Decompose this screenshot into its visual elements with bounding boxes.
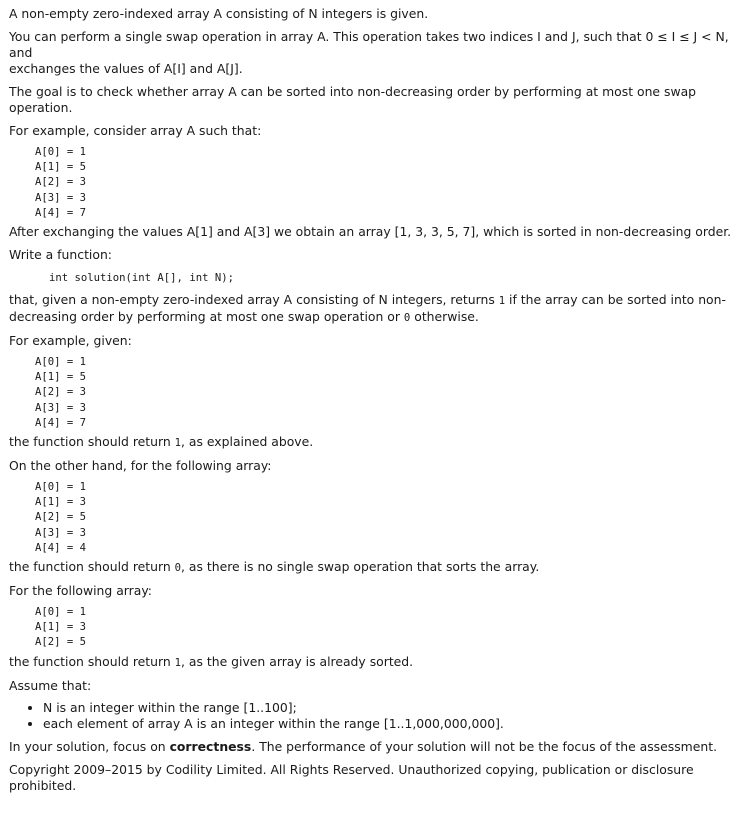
desc-text: if the array can be sorted into non- xyxy=(505,292,726,308)
after-text: the function should return xyxy=(9,653,175,669)
focus-bold: correctness xyxy=(169,738,252,754)
focus-part: . The performance of your solution will not be the focus of the assessment. xyxy=(251,738,718,754)
example3-array xyxy=(35,480,746,556)
code-line: A[2] = 3 xyxy=(35,386,87,399)
list-item: • N is an integer within the range [1..100]; xyxy=(43,700,746,716)
code-line: A[4] = 4 xyxy=(35,541,87,554)
example3-after xyxy=(9,559,746,576)
code-line: A[3] = 3 xyxy=(35,401,87,414)
code-line: A[0] = 1 xyxy=(35,481,87,494)
example1-after: After exchanging the values A[1] and A[3] we obtain an array [1, 3, 3, 5, 7], which is sorted in non-decreasing order. xyxy=(9,224,732,240)
code-line: A[1] = 3 xyxy=(35,496,87,509)
example4-lead: For the following array: xyxy=(9,583,152,599)
after-text: the function should return xyxy=(9,559,175,575)
code-line: A[4] = 7 xyxy=(35,416,87,429)
return-value: 1 xyxy=(174,437,182,450)
list-item: • each element of array A is an integer within the range [1..1,000,000,000]. xyxy=(43,716,746,732)
example2-after xyxy=(9,434,746,451)
assumptions-list xyxy=(9,700,746,732)
code-line: A[2] = 3 xyxy=(35,176,87,189)
after-text: , as there is no single swap operation that sorts the array. xyxy=(181,559,540,575)
intro-text: A non-empty zero-indexed array A consisting of N integers is given. xyxy=(9,6,429,21)
code-line: A[1] = 5 xyxy=(35,161,87,174)
return-value: 1 xyxy=(174,656,182,669)
code-line: A[0] = 1 xyxy=(35,356,87,369)
after-text: , as explained above. xyxy=(181,434,314,450)
code-line: A[0] = 1 xyxy=(35,146,87,158)
code-line: A[4] = 7 xyxy=(35,206,87,219)
code-line: A[1] = 5 xyxy=(35,371,87,384)
example4-array xyxy=(35,605,746,651)
return-value: 0 xyxy=(174,562,182,575)
swap-description xyxy=(9,29,746,77)
example2-array xyxy=(35,355,746,431)
goal-text: The goal is to check whether array A can be sorted into non-decreasing order by performing at most one swap operation. xyxy=(9,84,697,115)
example1-lead: For example, consider array A such that: xyxy=(9,123,262,138)
swap-description-line2: exchanges the values of A[I] and A[J]. xyxy=(9,61,243,76)
code-line: A[3] = 3 xyxy=(35,526,87,539)
code-line: A[2] = 5 xyxy=(35,511,87,524)
desc-text: that, given a non-empty zero-indexed array A consisting of N integers, returns xyxy=(9,292,499,308)
function-description xyxy=(9,292,746,326)
desc-text: otherwise. xyxy=(410,309,479,325)
example4-after xyxy=(9,654,746,671)
focus-part: In your solution, focus on xyxy=(9,738,170,754)
code-line: A[0] = 1 xyxy=(35,606,87,619)
code-line: A[3] = 3 xyxy=(35,191,87,204)
write-function-lead: Write a function: xyxy=(9,247,112,263)
function-signature: int solution(int A[], int N); xyxy=(49,272,234,285)
return-one: 1 xyxy=(498,295,506,308)
code-line: A[1] = 3 xyxy=(35,621,87,634)
after-text: the function should return xyxy=(9,434,175,450)
swap-description-line1: You can perform a single swap operation in array A. This operation takes two indices I and J, such that 0 ≤ I ≤ J < N, and xyxy=(9,29,729,60)
example3-lead: On the other hand, for the following array: xyxy=(9,458,272,474)
code-line: A[2] = 5 xyxy=(35,636,87,649)
example1-array xyxy=(35,145,746,221)
after-text: , as the given array is already sorted. xyxy=(181,653,414,669)
focus-text xyxy=(9,739,746,755)
assume-lead: Assume that: xyxy=(9,677,92,693)
example2-lead: For example, given: xyxy=(9,333,132,349)
return-zero: 0 xyxy=(403,312,411,325)
desc-text: decreasing order by performing at most one swap operation or xyxy=(9,309,404,325)
copyright-text: Copyright 2009–2015 by Codility Limited. All Rights Reserved. Unauthorized copying, publication or disclosure prohibited. xyxy=(9,761,694,793)
